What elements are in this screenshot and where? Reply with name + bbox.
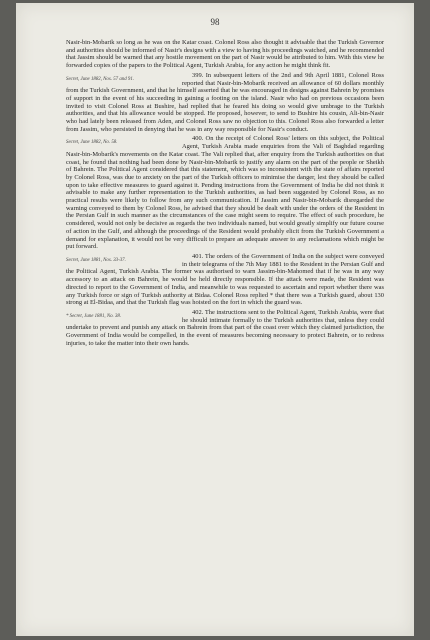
paragraph-text: 401. The orders of the Government of India on the subject were conveyed in their telegrams of the 7th May 1881 to the Resident in the Persian Gulf and the Political Agent, Turkish Arabia. The former was authorised to warn Jassim-bin-Mahomed that if he was in any way accessory to an attack on Bahrein, he would be held directly responsible. If the attack were made, the Resident was directed to report to the Government of India, and meanwhile to was requested to ascertain and report whether there was any Turkish force or sign of Turkish authority at Bidaa. Colonel Ross replied * that there was a Turkish guard, about 130 strong at El-Bidaa, and that the Turkish flag was hoisted on the fort in which the guard was. <box>66 252 384 307</box>
marginal-reference: * Secret, June 1881, No. 38. <box>66 313 122 319</box>
page-number: 98 <box>210 17 220 27</box>
paragraph <box>66 309 384 348</box>
paragraph-text: 402. The instructions sent to the Political Agent, Turkish Arabia, were that he should intimate formally to the Turkish authorities that, unless they could undertake to prevent and punish any attack on Bahrein from that part of the coast over which they claimed jurisdiction, the Government of India would be compelled, in the event of measures becoming necessary to protect Bahrein, or to redress injuries, to take the matter into their own hands. <box>66 308 384 347</box>
marginal-reference: Secret, June 1881, Nos. 33-37. <box>66 257 126 263</box>
marginal-reference: Secret, June 1882, Nos. 57 and 91. <box>66 76 135 82</box>
paragraph <box>66 39 384 70</box>
paragraph-text: 399. In subsequent letters of the 2nd and 9th April 1881, Colonel Ross reported that Nasir-bin-Mobarik received an allowance of 60 dollars monthly from the Turkish Government, and that he himself asserted that he was encouraged in designs against Bahrein by promises of support in the event of his succeeding in gaining a footing on the island. Nasir who had on previous occasions been invited to visit Colonel Ross at Bushire, had replied that he feared his doing so would give umbrage to the Turkish authorities, and that his allowance would be stopped. He proposed, however, to send to Bushire his cousin, Ali-bin-Nasir who had lately been released from Aden, and Colonel Ross saw no objection to this. Colonel Ross also forwarded a letter from Jassim, who persisted in denying that he was in any way responsible for Nasir's conduct. <box>66 71 384 133</box>
paragraph <box>66 72 384 134</box>
marginal-reference: Secret, June 1882, No. 58. <box>66 140 118 146</box>
document-page <box>16 3 414 636</box>
paragraph <box>66 135 384 251</box>
paragraph-text: 400. On the receipt of Colonel Ross' letters on this subject, the Political Agent, Turkish Arabia made enquiries from the Vali of Baghdad regarding Nasir-bin-Mobarik's movements on the Katar coast. The Vali replied that, after enquiry from the Turkish authorities on that coast, he found that nothing had been done by Nasir-bin-Mobarik to justify any alarm on the part of the people or Sheikh of Bahrein. The Political Agent considered that this statement, which was so inconsistent with the state of affairs reported by Colonel Ross, was due to anxiety on the part of the Turkish officers to minimise the danger, lest they should be called upon to take effective measures to guard against it. Pending instructions from the Government of India he did not think it advisable to make any further representation to the Turkish authorities, as had been suggested by Colonel Ross, as no practical results were likely to follow from any such communication. If Jassim and Nasir-bin-Mobarik disregarded the warning conveyed to them by Colonel Ross, he advised that they should be dealt with under the orders of the Resident in the Persian Gulf in such manner as the circumstances of the case might seem to require. The effect of such procedure, he considered, would not only be decisive as regards the two individuals named, but would greatly simplify our future course of action in the Gulf, and although the proceedings of the Resident would probably elicit from the Turkish Government a demand for explanation, it would not be very difficult to prepare an adequate answer to any reclamations which might be put forward. <box>66 135 384 251</box>
document-body <box>66 39 384 349</box>
paragraph-text: Nasir-bin-Mobarik so long as he was on the Katar coast. Colonel Ross also thought it advisable that the Turkish Governor and authorities should be informed of Nasir's designs with a view to having his proceedings watched, and he recommended that Jassim should be warned that any hostile movement on the part of Nasir would be attributed to him. With this view he forwarded copies of the papers to the Political Agent, Turkish Arabia, for any action he might think fit. <box>66 39 384 70</box>
paragraph <box>66 253 384 307</box>
